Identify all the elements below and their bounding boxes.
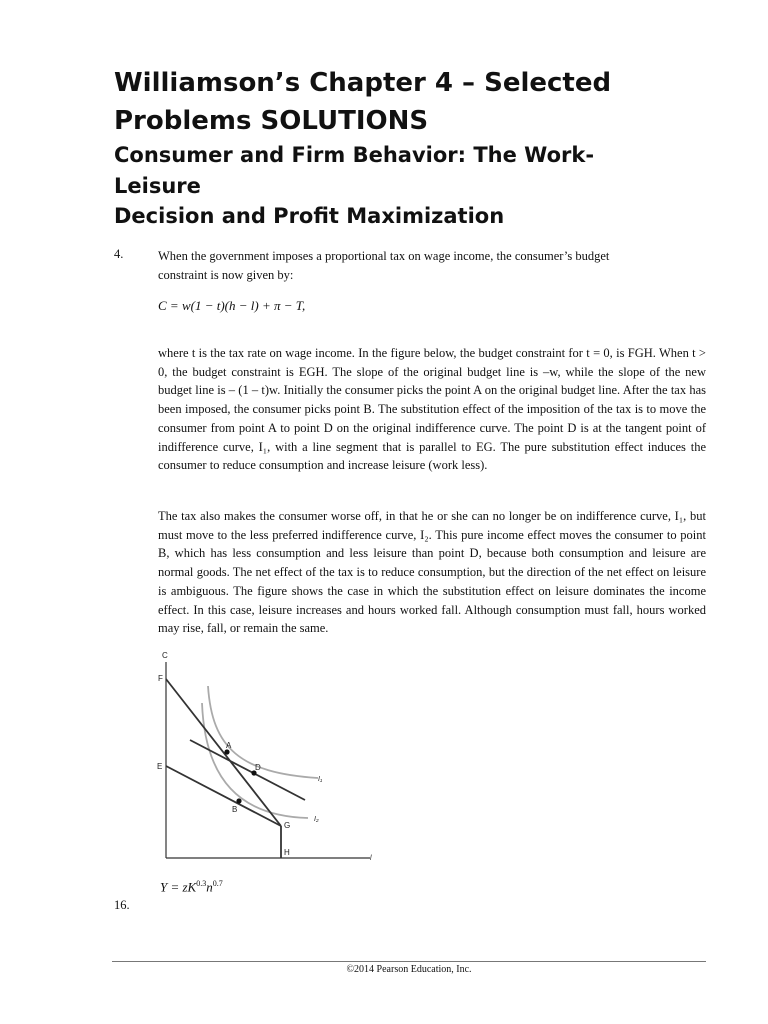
subtitle-line-2: Leisure (114, 174, 201, 198)
problem-4-intro (158, 247, 706, 284)
point-b (236, 798, 241, 803)
eq-exponent-2: 0.7 (212, 879, 223, 888)
footer-divider (112, 961, 706, 962)
production-function-equation (160, 879, 223, 895)
label-e: E (157, 762, 163, 771)
label-i2: I₂ (314, 816, 319, 823)
work-leisure-figure (150, 648, 380, 870)
document-subtitle (114, 140, 714, 202)
label-g: G (284, 821, 291, 830)
eq-base-2: n (206, 879, 213, 895)
indifference-curve-i1 (208, 686, 318, 778)
label-h: H (284, 848, 290, 857)
problem-4-paragraph-2: The tax also makes the consumer worse off, in that he or she can no longer be on indifference curve, I₁, but must move to the less preferred indifference curve, I₂. This pure income effect moves the consumer to point B, which has less consumption and less leisure than point D, because both consumption and leisure are normal goods. The net effect of the tax is to reduce consumption, but the direction of the net effect on leisure is ambiguous. The figure shows the case in which the substitution effect on leisure dominates the income effect. In this case, leisure increases and hours worked fall. Although consumption must fall, hours worked may rise, fall, or remain the same. (158, 509, 706, 636)
parallel-line-through-d (190, 740, 305, 800)
label-a: A (226, 741, 232, 750)
label-d: D (255, 763, 261, 772)
budget-line-eg (166, 766, 281, 826)
eq-base-1: Y = zK (160, 879, 197, 895)
problem-4-intro-line-2: constraint is now given by: (158, 267, 294, 282)
label-f: F (158, 674, 163, 683)
point-a (224, 749, 229, 754)
label-b: B (232, 805, 238, 814)
indifference-curve-i2 (202, 703, 308, 818)
problem-4-number: 4. (114, 247, 124, 261)
title-line-1: Williamson’s Chapter 4 – Selected (114, 68, 612, 98)
budget-line-fg (166, 679, 281, 826)
label-i1: I₁ (318, 776, 323, 783)
x-axis-label: l (370, 855, 372, 862)
y-axis-label: C (162, 651, 168, 660)
title-line-2: Problems SOLUTIONS (114, 106, 429, 136)
eq-exponent-1: 0.3 (196, 879, 207, 888)
problem-4-paragraph-1: where t is the tax rate on wage income. In the figure below, the budget constraint for t = 0, is FGH. When t > 0, the budget constraint is EGH. The slope of the original budget line is –w, while the slope of the new budget line is – (1 – t)w. Initially the consumer picks the point A on the original budget line. After the tax has been imposed, the consumer picks point B. The substitution effect of the imposition of the tax is to move the consumer from point A to point D on the original indifference curve. The point D is at the tangent point of indifference curve, I₁, with a line segment that is parallel to EG. The pure substitution effect induces the consumer to reduce consumption and increase leisure (work less). (158, 346, 706, 473)
subtitle-line-1: Consumer and Firm Behavior: The Work- (114, 143, 595, 167)
document-subtitle-continued (114, 201, 714, 232)
budget-constraint-equation: C = w(1 − t)(h − l) + π − T, (158, 298, 306, 313)
footer-copyright: ©2014 Pearson Education, Inc. (346, 964, 472, 975)
problem-16-number: 16. (114, 898, 130, 912)
document-title (114, 64, 714, 140)
problem-4-intro-line-1: When the government imposes a proportional tax on wage income, the consumer’s budget (158, 249, 610, 263)
subtitle-line-3: Decision and Profit Maximization (114, 204, 505, 228)
